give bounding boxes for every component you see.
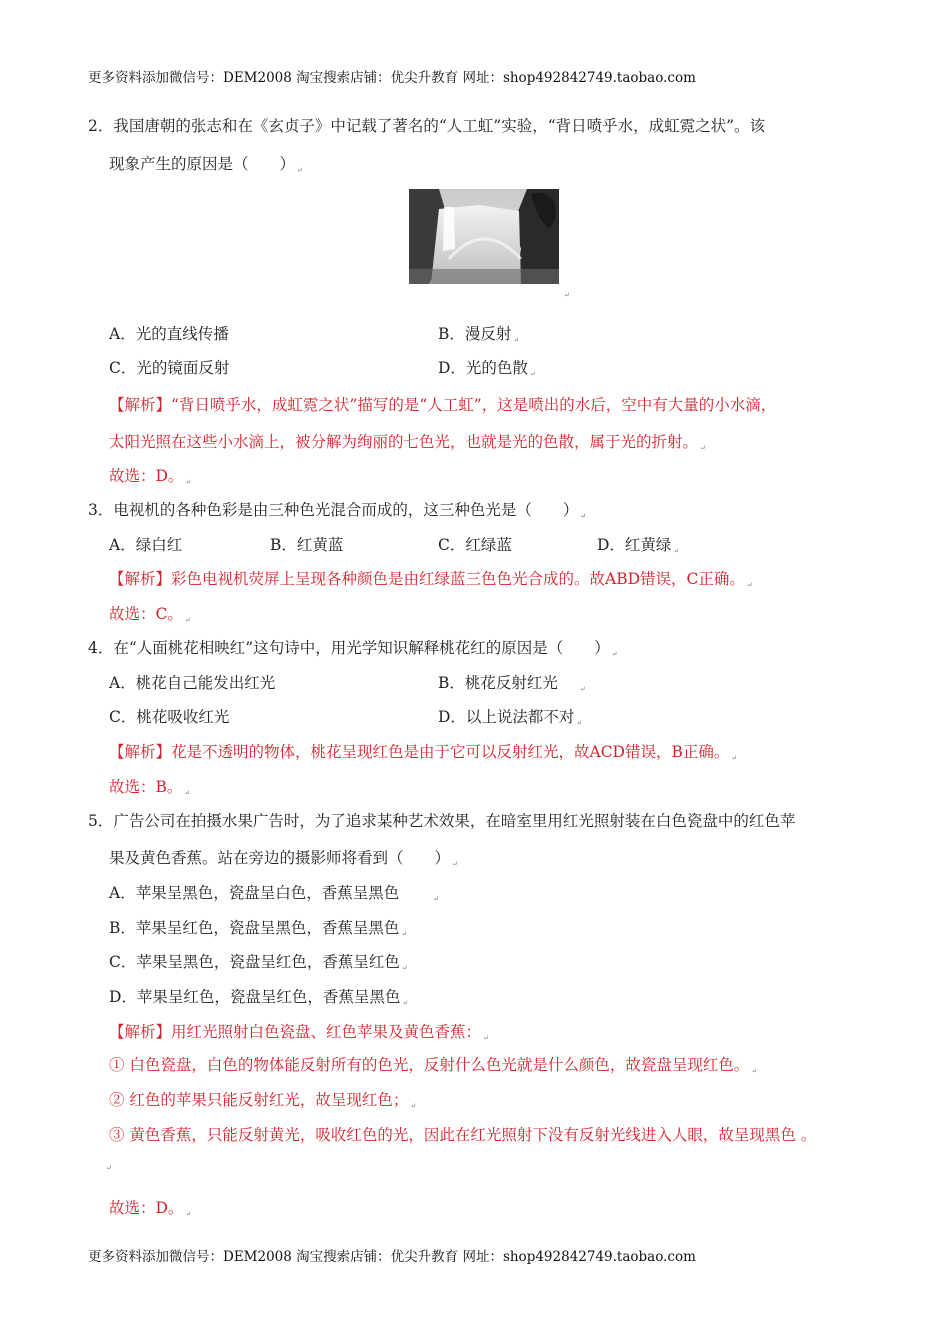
- q3-answer: 故选：C。 ↵: [109, 605, 191, 624]
- q5-analysis-point3: ③ 黄色香蕉，只能反射黄光，吸收红色的光，因此在红光照射下没有反射光线进入人眼，故呈现黑色 。: [109, 1126, 817, 1144]
- image-paragraph-mark: ↵: [564, 291, 570, 299]
- q5-analysis-point1: ① 白色瓷盘，白色的物体能反射所有的色光，反射什么色光就是什么颜色，故瓷盘呈现红色。 ↵: [109, 1056, 758, 1075]
- q3-option-d: D．红黄绿 ↵: [597, 536, 680, 555]
- q2-answer: 故选：D。 ↵: [109, 467, 192, 486]
- q5-stem-line2: 果及黄色香蕉。站在旁边的摄影师将看到（ ） ↵: [109, 849, 458, 868]
- q2-option-d: D．光的色散 ↵: [438, 359, 536, 378]
- q2-analysis-line1: 【解析】“背日喷乎水，成虹霓之状”描写的是“人工虹”，这是喷出的水后，空中有大量的小水滴，: [109, 396, 777, 414]
- q4-analysis: 【解析】花是不透明的物体，桃花呈现红色是由于它可以反射红光，故ACD错误，B正确。 ↵: [109, 743, 738, 762]
- q3-analysis: 【解析】彩色电视机荧屏上呈现各种颜色是由红绿蓝三色色光合成的。故ABD错误，C正确。 ↵: [109, 570, 753, 589]
- q5-wrap-mark: ↵: [106, 1164, 112, 1172]
- q4-option-b: B．桃花反射红光 ↵: [438, 674, 586, 693]
- q3-option-a: A．绿白红: [109, 536, 183, 554]
- q2-option-c: C．光的镜面反射: [109, 359, 230, 377]
- page-footer: 更多资料添加微信号：DEM2008 淘宝搜索店铺：优尖升教育 网址：shop492842749.taobao.com: [88, 1249, 696, 1265]
- q4-option-d: D．以上说法都不对 ↵: [438, 708, 583, 727]
- q5-option-b: B．苹果呈红色，瓷盘呈黑色，香蕉呈黑色 ↵: [109, 919, 408, 938]
- q3-option-b: B．红黄蓝: [270, 536, 344, 554]
- q5-stem-line1: 5．广告公司在拍摄水果广告时，为了追求某种艺术效果，在暗室里用红光照射装在白色瓷盘中的红色苹: [88, 812, 796, 830]
- q5-answer: 故选：D。 ↵: [109, 1199, 192, 1218]
- page-header: 更多资料添加微信号：DEM2008 淘宝搜索店铺：优尖升教育 网址：shop492842749.taobao.com: [88, 70, 696, 86]
- q3-stem: 3．电视机的各种色彩是由三种色光混合而成的，这三种色光是（ ） ↵: [88, 501, 587, 520]
- q5-analysis-point2: ② 红色的苹果只能反射红光，故呈现红色； ↵: [109, 1091, 417, 1110]
- q5-option-a: A．苹果呈黑色，瓷盘呈白色，香蕉呈黑色 ↵: [109, 884, 440, 903]
- q5-option-d: D．苹果呈红色，瓷盘呈红色，香蕉呈黑色 ↵: [109, 988, 409, 1007]
- q4-stem: 4．在“人面桃花相映红”这句诗中，用光学知识解释桃花红的原因是（ ） ↵: [88, 639, 618, 658]
- q2-analysis-line2: 太阳光照在这些小水滴上，被分解为绚丽的七色光，也就是光的色散，属于光的折射。 ↵: [109, 433, 706, 452]
- q2-stem-line1: 2．我国唐朝的张志和在《玄贞子》中记载了著名的“人工虹”实验，“背日喷乎水，成虹霓之状”。该: [88, 117, 766, 135]
- q2-option-a: A．光的直线传播: [109, 325, 229, 343]
- q2-stem-line2: 现象产生的原因是（ ） ↵: [109, 155, 303, 174]
- paragraph-mark: ↵: [297, 166, 303, 174]
- q5-analysis-intro: 【解析】用红光照射白色瓷盘、红色苹果及黄色香蕉： ↵: [109, 1023, 489, 1042]
- q4-option-c: C．桃花吸收红光: [109, 708, 230, 726]
- q5-option-c: C．苹果呈黑色，瓷盘呈红色，香蕉呈红色 ↵: [109, 953, 408, 972]
- q2-option-b: B．漫反射 ↵: [438, 325, 520, 344]
- q3-option-c: C．红绿蓝: [438, 536, 512, 554]
- q4-option-a: A．桃花自己能发出红光: [109, 674, 276, 692]
- q4-answer: 故选：B。 ↵: [109, 778, 191, 797]
- waterfall-rainbow-image: [409, 189, 559, 284]
